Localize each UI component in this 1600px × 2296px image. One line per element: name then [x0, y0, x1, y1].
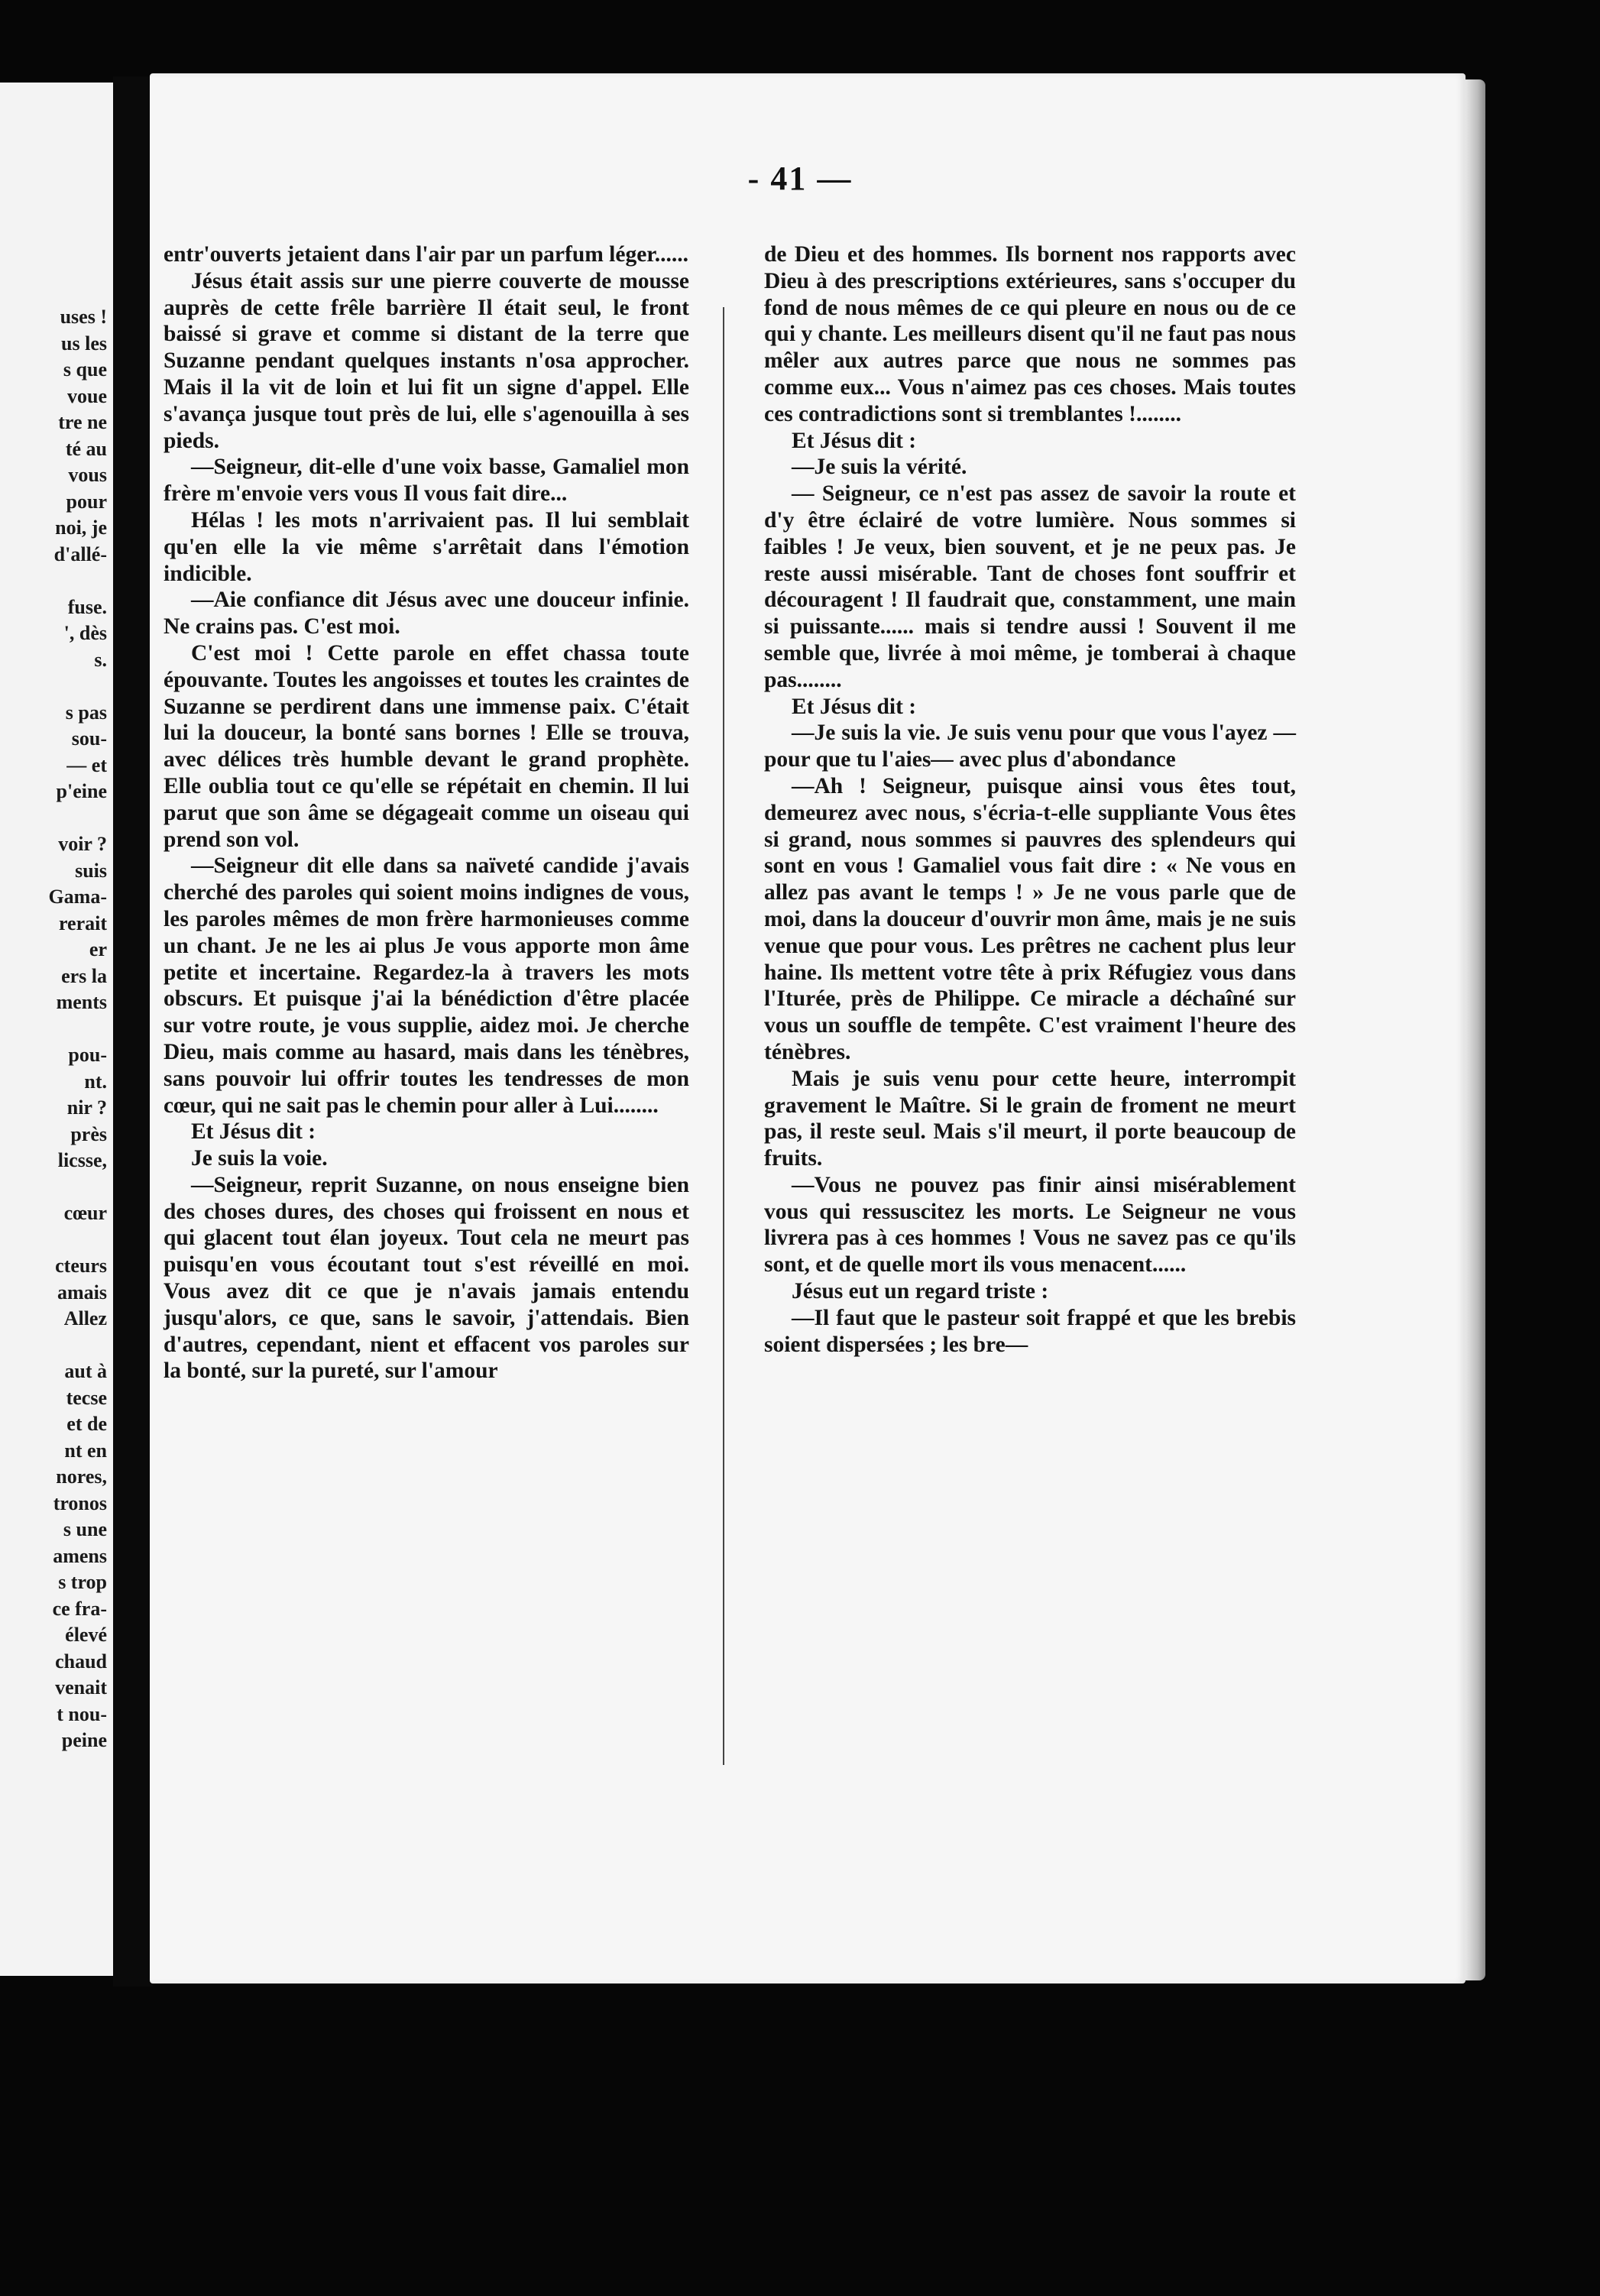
- left-page-line: tre ne: [58, 411, 107, 433]
- paragraph: —Vous ne pouvez pas finir ainsi misérablement vous qui ressuscitez les morts. Le Seigneur ne vous livrera pas à ces hommes ! Vous ne savez pas ce qu'ils sont, et de quelle mort ils vous menacent......: [764, 1172, 1296, 1278]
- left-page-line: ce fra-: [52, 1597, 107, 1620]
- book-spine: [113, 76, 153, 1987]
- paragraph: — Seigneur, ce n'est pas assez de savoir la route et d'y être éclairé de votre lumière. Nous sommes si faibles ! Je veux, bien souvent, et je ne peux pas. Je reste aussi misérable. Tant de choses font souffrir et découragent ! Il faudrait que, constamment, une main si puissante...... mais si tendre aussi ! Souvent il me semble que, livrée à moi même, je tomberai à chaque pas........: [764, 481, 1296, 692]
- left-page-line: t nou-: [57, 1702, 107, 1725]
- left-page-line: tecse: [66, 1386, 107, 1409]
- left-page-line: amais: [57, 1281, 107, 1303]
- left-page-line: Allez: [63, 1307, 107, 1329]
- left-page-line: amens: [53, 1544, 107, 1567]
- left-page-line: p'eine: [56, 780, 107, 802]
- left-page-line: rerait: [58, 912, 107, 934]
- text-column-right: [764, 241, 1296, 1358]
- left-page-line: noi, je: [55, 517, 107, 539]
- left-page-line: cœur: [63, 1202, 107, 1224]
- left-page-line: nir ?: [66, 1096, 107, 1119]
- left-page-line: Gama-: [48, 886, 107, 908]
- left-page-line: uses !: [60, 306, 107, 328]
- paragraph: Mais je suis venu pour cette heure, interrompit gravement le Maître. Si le grain de froment ne meurt pas, il reste seul. Mais s'il meurt, il porte beaucoup de fruits.: [764, 1066, 1296, 1171]
- left-page-line: ', dès: [63, 622, 107, 644]
- page-edge: [1466, 79, 1485, 1980]
- left-page-line: aut à: [64, 1360, 107, 1382]
- paragraph: —Ah ! Seigneur, puisque ainsi vous êtes tout, demeurez avec nous, s'écria-t-elle suppliante Vous êtes si grand, nous sommes si pauvres des splendeurs qui sont en vous ! Gamaliel vous fait dire : « Ne vous en allez pas avant le temps ! » Je ne vous parle que de moi, dans la douceur d'ouvrir mon âme, mais je ne suis venue que pour vous. Les prêtres ne cachent plus leur haine. Ils mettent votre tête à prix Réfugiez vous dans l'Iturée, près de Philippe. Ce miracle a déchaîné sur vous un souffle de tempête. C'est vraiment l'heure des ténèbres.: [764, 773, 1296, 1064]
- left-page-line: tronos: [53, 1491, 107, 1514]
- left-page-line: d'allé-: [53, 542, 107, 565]
- left-page-line: s.: [94, 648, 107, 671]
- left-page-fragment: [0, 83, 113, 1976]
- left-page-line: peine: [61, 1729, 107, 1751]
- paragraph: Et Jésus dit :: [792, 694, 917, 719]
- left-page-line: voue: [67, 384, 107, 407]
- left-page-line: fuse.: [67, 595, 107, 618]
- left-page-line: nt en: [64, 1439, 107, 1462]
- left-page-line: — et: [66, 753, 107, 776]
- column-divider: [723, 307, 724, 1765]
- paragraph: —Je suis la vie. Je suis venu pour que vous l'ayez — pour que tu l'aies— avec plus d'abondance: [764, 721, 1296, 772]
- paragraph: entr'ouverts jetaient dans l'air par un parfum léger......: [164, 242, 688, 267]
- left-page-line: chaud: [55, 1650, 107, 1673]
- left-page-line: cteurs: [55, 1255, 107, 1277]
- left-page-line: près: [70, 1122, 107, 1145]
- left-page-line: et de: [66, 1413, 107, 1435]
- paragraph: Hélas ! les mots n'arrivaient pas. Il lui semblait qu'en elle la vie même s'arrêtait dans l'émotion indicible.: [164, 507, 689, 586]
- left-page-line: pour: [66, 490, 107, 513]
- page-number: - 41 —: [747, 160, 853, 197]
- left-page-line: us les: [61, 332, 107, 355]
- left-page-line: ments: [56, 991, 107, 1013]
- left-page-line: pou-: [68, 1044, 107, 1066]
- paragraph: de Dieu et des hommes. Ils bornent nos rapports avec Dieu à des prescriptions extérieures, sans s'occuper du fond de nous mêmes de ce qui pleure en nous ou de ce qui y chante. Les meilleurs disent qu'il ne faut pas nous mêler aux autres parce que nous ne sommes pas comme eux... Vous n'aimez pas ces choses. Mais toutes ces contradictions sont si tremblantes !........: [764, 242, 1296, 426]
- left-page-line: s une: [63, 1518, 107, 1540]
- left-page-line: élevé: [65, 1624, 107, 1646]
- left-page-line: té au: [65, 437, 107, 460]
- left-page-line: vous: [68, 464, 107, 486]
- left-page-line: suis: [75, 859, 107, 882]
- left-page-line: s pas: [65, 701, 107, 724]
- left-page-line: nt.: [84, 1070, 107, 1093]
- paragraph: —Aie confiance dit Jésus avec une douceur infinie. Ne crains pas. C'est moi.: [164, 588, 689, 640]
- paragraph: —Seigneur, reprit Suzanne, on nous enseigne bien des choses dures, des choses qui froissent en nous et qui glacent tout élan joyeux. Tout cela ne meurt pas puisqu'en vous écoutant tout s'est réveillé en moi. Vous avez dit ce que je n'avais jamais entendu jusqu'alors, ce que, sans le savoir, j'attendais. Bien d'autres, cependant, nient et effacent vos paroles sur la bonté, sur la pureté, sur l'amour: [164, 1172, 689, 1384]
- paragraph: —Je suis la vérité.: [792, 455, 967, 480]
- paragraph: —Il faut que le pasteur soit frappé et que les brebis soient dispersées ; les bre—: [764, 1305, 1296, 1357]
- paragraph: Je suis la voie.: [191, 1146, 328, 1171]
- left-page-line: er: [89, 938, 107, 960]
- paragraph: Jésus eut un regard triste :: [792, 1279, 1049, 1304]
- left-page-line: venait: [55, 1676, 107, 1699]
- left-page-line: nores,: [56, 1465, 107, 1488]
- left-page-line: voir ?: [58, 833, 107, 855]
- paragraph: —Seigneur, dit-elle d'une voix basse, Gamaliel mon frère m'envoie vers vous Il vous fait dire...: [164, 455, 689, 507]
- left-page-line: ers la: [61, 964, 107, 987]
- text-column-left: [164, 241, 689, 1384]
- left-page-line: s que: [63, 358, 107, 381]
- paragraph: —Seigneur dit elle dans sa naïveté candide j'avais cherché des paroles qui soient moins indignes de vous, les paroles mêmes de mon frère harmonieuses comme un chant. Je ne les ai plus Je vous apporte mon âme petite et incertaine. Regardez-la à travers les mots obscurs. Et puisque j'ai la bénédiction d'être placée sur votre route, je vous supplie, aidez moi. Je cherche Dieu, mais comme au hasard, mais dans les ténèbres, sans pouvoir lui offrir toutes les tendresses de mon cœur, qui ne sait pas le chemin pour aller à Lui........: [164, 853, 689, 1118]
- left-page-line: sou-: [71, 727, 107, 750]
- paragraph: Jésus était assis sur une pierre couverte de mousse auprès de cette frêle barrière Il était seul, le front baissé si grave et comme si distant de la terre que Suzanne pendant quelques instants n'osa approcher. Mais il la vit de loin et lui fit un signe d'appel. Elle s'avança jusque tout près de lui, elle s'agenouilla à ses pieds.: [164, 268, 689, 453]
- left-page-line: s trop: [58, 1571, 107, 1593]
- paragraph: Et Jésus dit :: [191, 1119, 316, 1145]
- left-page-line: licsse,: [57, 1149, 107, 1171]
- paragraph: Et Jésus dit :: [792, 428, 917, 453]
- paragraph: C'est moi ! Cette parole en effet chassa toute épouvante. Toutes les angoisses et toutes les craintes de Suzanne se perdirent dans une immense paix. C'était lui la douceur, la bonté sans bornes ! Elle se trouva, avec délices très humble devant le grand prophète. Elle oublia tout ce qu'elle se répétait en chemin. Il lui parut que son âme se dégageait comme un oiseau qui prend son vol.: [164, 640, 689, 852]
